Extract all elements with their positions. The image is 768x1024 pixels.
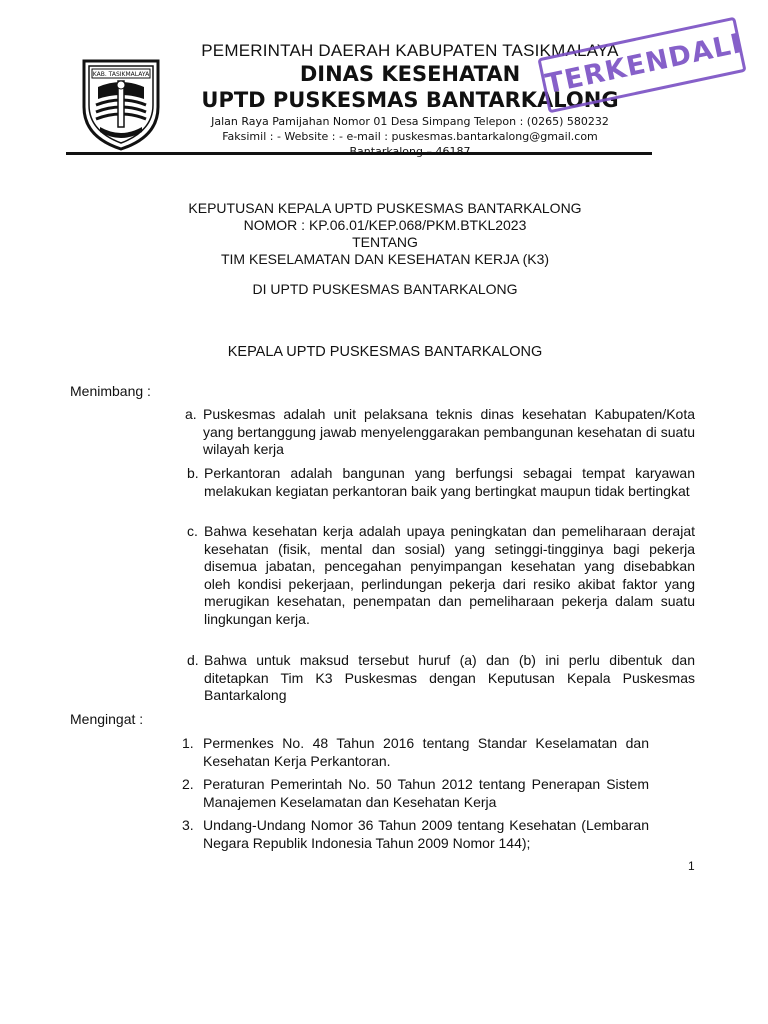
list-text: Perkantoran adalah bangunan yang berfungsi sebagai tempat karyawan melakukan kegiatan perkantoran baik yang bertingkat maupun tidak bertingkat: [204, 465, 695, 499]
list-marker: 3.: [182, 817, 194, 833]
list-text: Bahwa kesehatan kerja adalah upaya peningkatan dan pemeliharaan derajat kesehatan (fisik, mental dan sosial) yang setinggi-tingginya bagi pekerja disemua jabatan, pencegahan penyimpangan kesehatan yang disebabkan oleh kondisi pekerjaan, perlindungan pekerja dari resiko akibat faktor yang merugikan kesehatan, penempatan dan pemeliharaan pekerja dalam suatu lingkungan kerja.: [204, 523, 695, 627]
decree-number: NOMOR : KP.06.01/KEP.068/PKM.BTKL2023: [243, 217, 527, 233]
controlled-stamp: TERKENDALI: [537, 17, 746, 114]
decree-title: [100, 200, 670, 268]
decree-location: [100, 281, 670, 298]
decree-location-text: DI UPTD PUSKESMAS BANTARKALONG: [252, 281, 518, 297]
list-text: Peraturan Pemerintah No. 50 Tahun 2012 tentang Penerapan Sistem Manajemen Keselamatan dan Kesehatan Kerja: [203, 776, 649, 810]
list-text: Bahwa untuk maksud tersebut huruf (a) dan (b) ini perlu dibentuk dan ditetapkan Tim K3 Puskesmas dengan Keputusan Kepala Puskesmas Bantarkalong: [204, 652, 695, 703]
list-item: [182, 776, 649, 811]
mengingat-label: Mengingat :: [70, 711, 144, 727]
address-line-3: Bantarkalong – 46187: [349, 145, 471, 158]
list-item: [187, 652, 695, 705]
list-item: [182, 817, 649, 852]
department-name: DINAS KESEHATAN: [299, 62, 521, 86]
list-item: [187, 465, 695, 500]
decree-issuer-text: KEPALA UPTD PUSKESMAS BANTARKALONG: [227, 344, 543, 360]
list-text: Undang-Undang Nomor 36 Tahun 2009 tentang Kesehatan (Lembaran Negara Republik Indonesia Tahun 2009 Nomor 144);: [203, 817, 649, 851]
list-item: [185, 406, 695, 459]
government-name: PEMERINTAH DAERAH KABUPATEN TASIKMALAYA: [201, 41, 619, 60]
list-marker: a.: [185, 406, 197, 422]
list-marker: 1.: [182, 735, 194, 751]
address-line-1: Jalan Raya Pamijahan Nomor 01 Desa Simpang Telepon : (0265) 580232: [211, 115, 609, 128]
menimbang-label: Menimbang :: [70, 383, 151, 399]
decree-issuer: [100, 344, 670, 361]
unit-name: UPTD PUSKESMAS BANTARKALONG: [201, 88, 619, 112]
svg-text:KAB. TASIKMALAYA: KAB. TASIKMALAYA: [92, 71, 150, 78]
list-text: Permenkes No. 48 Tahun 2016 tentang Standar Keselamatan dan Kesehatan Kerja Perkantoran.: [203, 735, 649, 769]
list-marker: 2.: [182, 776, 194, 792]
decree-title-line: KEPUTUSAN KEPALA UPTD PUSKESMAS BANTARKALONG: [188, 200, 582, 216]
regency-emblem-logo: [78, 55, 164, 151]
list-marker: d.: [187, 652, 199, 668]
page-number: 1: [688, 859, 695, 873]
decree-subject: TIM KESELAMATAN DAN KESEHATAN KERJA (K3): [220, 251, 550, 267]
list-marker: c.: [187, 523, 198, 539]
decree-about: TENTANG: [352, 234, 418, 250]
list-marker: b.: [187, 465, 199, 481]
list-item: [182, 735, 649, 770]
address-line-2: Faksimil : - Website : - e-mail : puskesmas.bantarkalong@gmail.com: [222, 130, 598, 143]
letterhead-divider: [66, 152, 652, 155]
list-text: Puskesmas adalah unit pelaksana teknis dinas kesehatan Kabupaten/Kota yang bertanggung jawab menyelenggarakan pembangunan kesehatan di suatu wilayah kerja: [203, 406, 695, 457]
list-item: [187, 523, 695, 628]
